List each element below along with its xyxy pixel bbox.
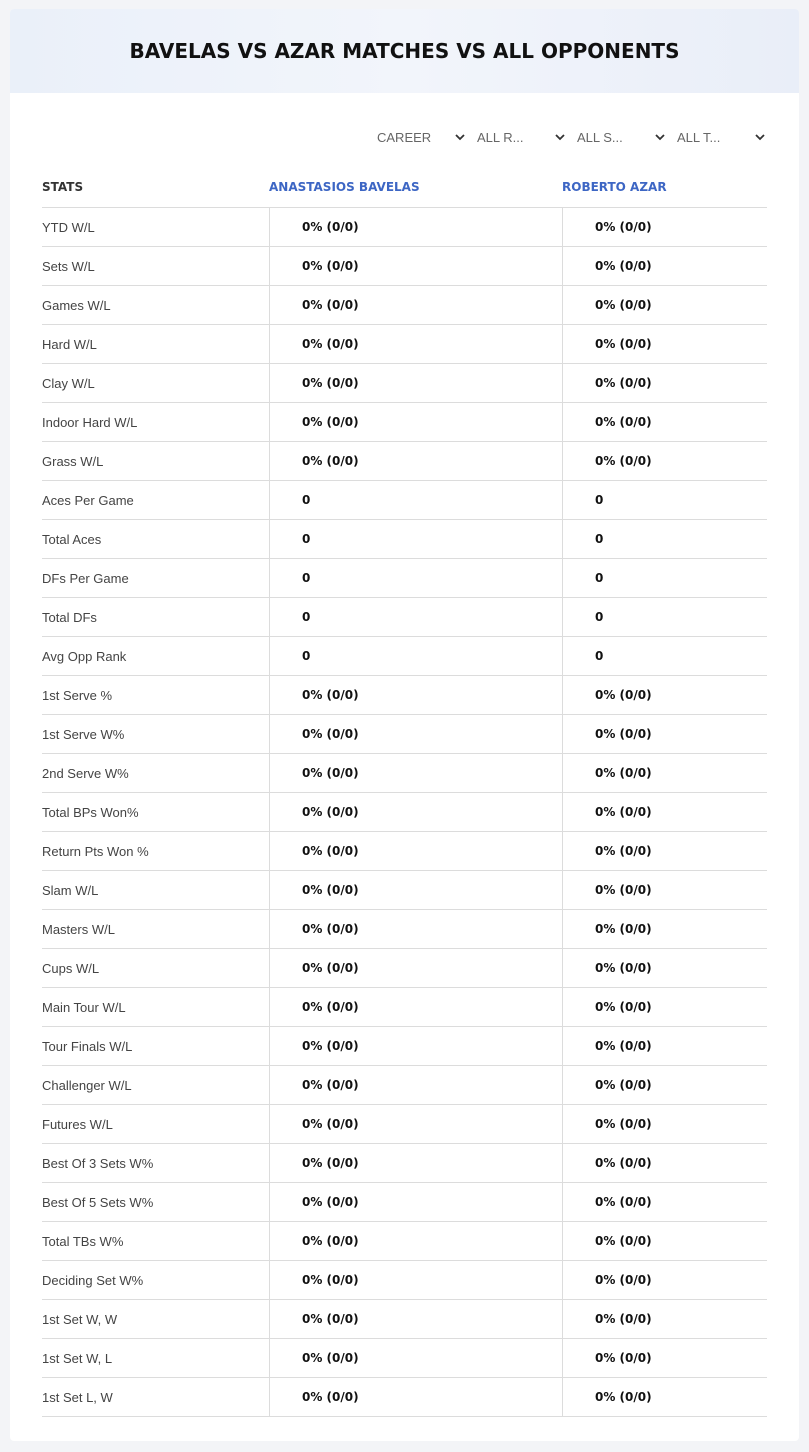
stat-label: Total Aces — [42, 531, 102, 547]
player2-value: 0% (0/0) — [562, 247, 767, 285]
player2-value: 0% (0/0) — [562, 1027, 767, 1065]
player2-value: 0% (0/0) — [562, 1144, 767, 1182]
player1-value: 0% (0/0) — [269, 1066, 562, 1104]
player1-value: 0% (0/0) — [269, 208, 562, 246]
player2-value: 0 — [562, 637, 767, 675]
player2-value: 0% (0/0) — [562, 871, 767, 909]
player1-value: 0% (0/0) — [269, 1183, 562, 1221]
player1-value: 0 — [269, 481, 562, 519]
table-row — [42, 910, 767, 949]
table-row — [42, 1027, 767, 1066]
player2-link[interactable]: ROBERTO AZAR — [562, 179, 667, 194]
table-row — [42, 637, 767, 676]
player1-value: 0% (0/0) — [269, 793, 562, 831]
filter-label: CAREER — [377, 129, 432, 145]
filter-round-select[interactable] — [477, 126, 567, 148]
player1-value: 0% (0/0) — [269, 676, 562, 714]
stat-label: 1st Serve W% — [42, 726, 125, 742]
player2-value: 0% (0/0) — [562, 1261, 767, 1299]
player1-value: 0% (0/0) — [269, 988, 562, 1026]
stat-label: Grass W/L — [42, 453, 104, 469]
page-title: BAVELAS VS AZAR MATCHES VS ALL OPPONENTS — [129, 39, 680, 63]
stat-label: Deciding Set W% — [42, 1272, 144, 1288]
player1-value: 0% (0/0) — [269, 364, 562, 402]
player2-value: 0% (0/0) — [562, 988, 767, 1026]
player1-value: 0% (0/0) — [269, 1105, 562, 1143]
filter-bar — [377, 126, 767, 148]
stat-label: 1st Set W, L — [42, 1350, 113, 1366]
stat-label: Sets W/L — [42, 258, 95, 274]
stat-label: Avg Opp Rank — [42, 648, 127, 664]
table-row — [42, 1183, 767, 1222]
player2-value: 0% (0/0) — [562, 793, 767, 831]
table-row — [42, 1261, 767, 1300]
stat-label: Best Of 3 Sets W% — [42, 1155, 154, 1171]
player1-value: 0% (0/0) — [269, 1261, 562, 1299]
player1-value: 0 — [269, 598, 562, 636]
player2-value: 0% (0/0) — [562, 403, 767, 441]
stat-label: Cups W/L — [42, 960, 100, 976]
stat-label: Tour Finals W/L — [42, 1038, 133, 1054]
table-row — [42, 403, 767, 442]
player2-value: 0% (0/0) — [562, 1066, 767, 1104]
player1-value: 0% (0/0) — [269, 325, 562, 363]
player2-value: 0% (0/0) — [562, 1300, 767, 1338]
player1-value: 0% (0/0) — [269, 1027, 562, 1065]
table-row — [42, 793, 767, 832]
player2-value: 0% (0/0) — [562, 1378, 767, 1416]
stat-label: 2nd Serve W% — [42, 765, 129, 781]
stat-label: 1st Set W, W — [42, 1311, 118, 1327]
filter-label: ALL S... — [577, 129, 623, 145]
table-row — [42, 1300, 767, 1339]
player1-link[interactable]: ANASTASIOS BAVELAS — [269, 179, 420, 194]
stat-label: Total BPs Won% — [42, 804, 139, 820]
table-row — [42, 481, 767, 520]
player1-value: 0% (0/0) — [269, 949, 562, 987]
player2-value: 0 — [562, 598, 767, 636]
player2-value: 0% (0/0) — [562, 1339, 767, 1377]
player1-value: 0% (0/0) — [269, 1378, 562, 1416]
player2-value: 0% (0/0) — [562, 442, 767, 480]
player2-value: 0% (0/0) — [562, 325, 767, 363]
stat-label: Slam W/L — [42, 882, 99, 898]
stat-label: DFs Per Game — [42, 570, 129, 586]
stats-table — [42, 166, 767, 1417]
player1-value: 0% (0/0) — [269, 247, 562, 285]
table-row — [42, 1378, 767, 1417]
table-row — [42, 520, 767, 559]
chevron-down-icon — [453, 130, 467, 144]
stats-card — [10, 9, 799, 1441]
player1-value: 0 — [269, 637, 562, 675]
player2-value: 0% (0/0) — [562, 1183, 767, 1221]
player1-value: 0% (0/0) — [269, 1144, 562, 1182]
player2-value: 0% (0/0) — [562, 208, 767, 246]
table-row — [42, 442, 767, 481]
player2-value: 0% (0/0) — [562, 676, 767, 714]
table-row — [42, 1339, 767, 1378]
column-header-stats: STATS — [42, 179, 84, 194]
card-header — [10, 9, 799, 93]
chevron-down-icon — [553, 130, 567, 144]
player2-value: 0% (0/0) — [562, 364, 767, 402]
player1-value: 0% (0/0) — [269, 715, 562, 753]
stat-label: Clay W/L — [42, 375, 95, 391]
stat-label: Return Pts Won % — [42, 843, 149, 859]
table-row — [42, 1144, 767, 1183]
stat-label: Masters W/L — [42, 921, 115, 937]
player2-value: 0% (0/0) — [562, 949, 767, 987]
stat-label: YTD W/L — [42, 219, 95, 235]
chevron-down-icon — [653, 130, 667, 144]
player1-value: 0% (0/0) — [269, 1339, 562, 1377]
stat-label: Hard W/L — [42, 336, 97, 352]
stat-label: Futures W/L — [42, 1116, 113, 1132]
table-row — [42, 1066, 767, 1105]
table-row — [42, 325, 767, 364]
player2-value: 0 — [562, 481, 767, 519]
filter-tournament-select[interactable] — [677, 126, 767, 148]
player2-value: 0% (0/0) — [562, 286, 767, 324]
table-row — [42, 871, 767, 910]
player2-value: 0% (0/0) — [562, 754, 767, 792]
stat-label: 1st Serve % — [42, 687, 113, 703]
stat-label: Indoor Hard W/L — [42, 414, 138, 430]
player1-value: 0% (0/0) — [269, 403, 562, 441]
table-body — [42, 208, 767, 1417]
stat-label: Total DFs — [42, 609, 97, 625]
player2-value: 0% (0/0) — [562, 1222, 767, 1260]
stat-label: Main Tour W/L — [42, 999, 126, 1015]
player1-value: 0 — [269, 559, 562, 597]
table-row — [42, 1105, 767, 1144]
filter-label: ALL R... — [477, 129, 524, 145]
table-row — [42, 676, 767, 715]
player2-value: 0% (0/0) — [562, 715, 767, 753]
player2-value: 0% (0/0) — [562, 832, 767, 870]
player2-value: 0 — [562, 520, 767, 558]
player1-value: 0% (0/0) — [269, 286, 562, 324]
table-row — [42, 988, 767, 1027]
player1-value: 0% (0/0) — [269, 910, 562, 948]
player1-value: 0 — [269, 520, 562, 558]
table-row — [42, 715, 767, 754]
table-row — [42, 754, 767, 793]
stat-label: Total TBs W% — [42, 1233, 124, 1249]
table-header — [42, 166, 767, 208]
table-row — [42, 247, 767, 286]
player2-value: 0% (0/0) — [562, 910, 767, 948]
player1-value: 0% (0/0) — [269, 832, 562, 870]
table-row — [42, 598, 767, 637]
player1-value: 0% (0/0) — [269, 1222, 562, 1260]
player1-value: 0% (0/0) — [269, 871, 562, 909]
table-row — [42, 1222, 767, 1261]
player2-value: 0 — [562, 559, 767, 597]
table-row — [42, 208, 767, 247]
chevron-down-icon — [753, 130, 767, 144]
player1-value: 0% (0/0) — [269, 1300, 562, 1338]
stat-label: Aces Per Game — [42, 492, 134, 508]
table-row — [42, 949, 767, 988]
stat-label: Best Of 5 Sets W% — [42, 1194, 154, 1210]
player1-value: 0% (0/0) — [269, 442, 562, 480]
table-row — [42, 832, 767, 871]
player1-value: 0% (0/0) — [269, 754, 562, 792]
filter-label: ALL T... — [677, 129, 721, 145]
table-row — [42, 286, 767, 325]
filter-surface-select[interactable] — [577, 126, 667, 148]
stat-label: 1st Set L, W — [42, 1389, 113, 1405]
stat-label: Challenger W/L — [42, 1077, 132, 1093]
stat-label: Games W/L — [42, 297, 111, 313]
player2-value: 0% (0/0) — [562, 1105, 767, 1143]
table-row — [42, 559, 767, 598]
table-row — [42, 364, 767, 403]
filter-period-select[interactable] — [377, 126, 467, 148]
